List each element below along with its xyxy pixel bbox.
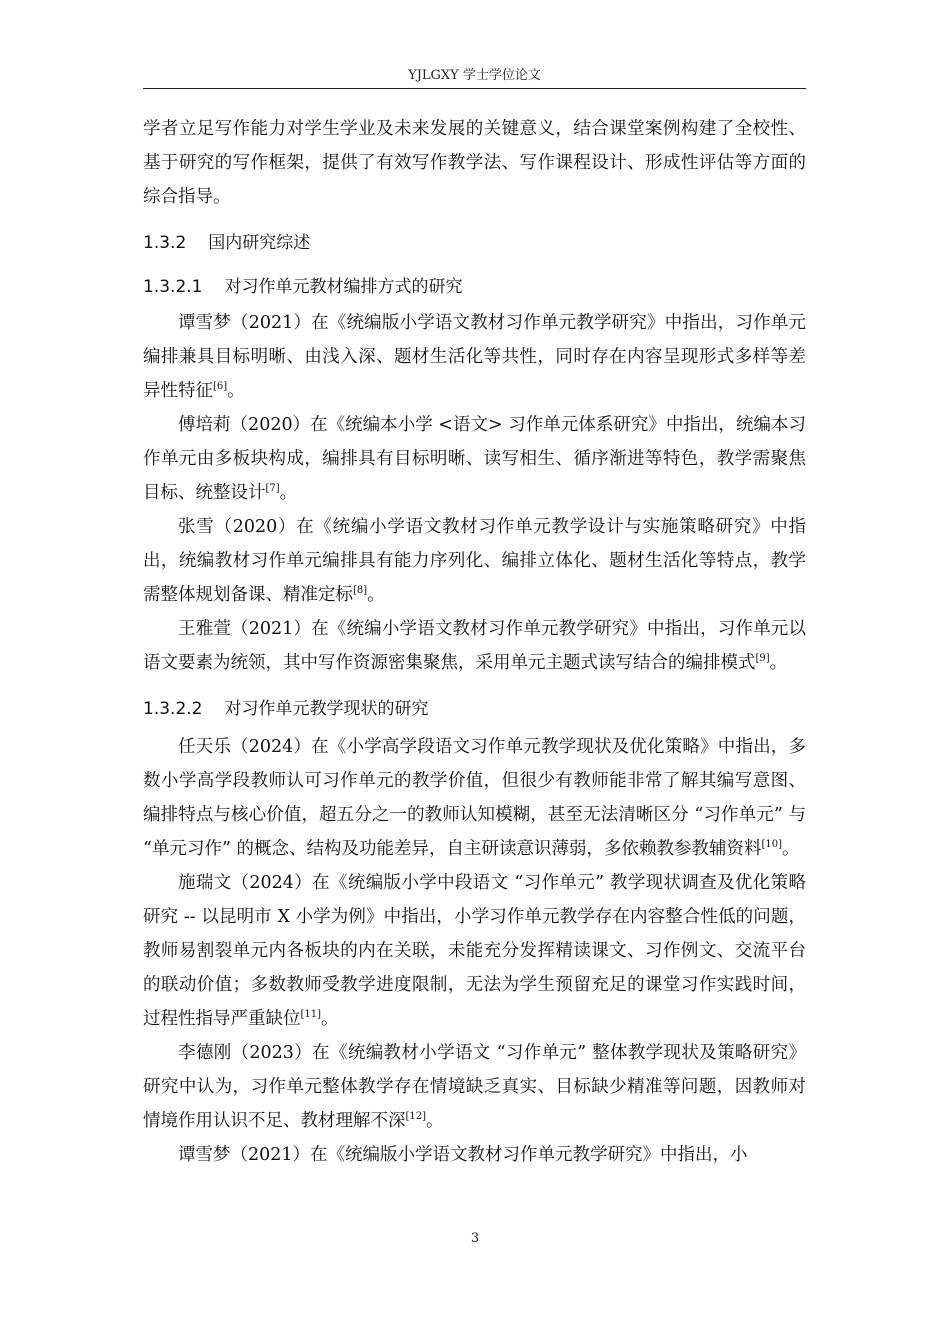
section-heading — [143, 226, 806, 260]
subsection-1-3-2-2-heading-block — [143, 692, 806, 726]
paragraph-text: 任天乐（2024）在《小学高学段语文习作单元教学现状及优化策略》中指出，多数小学高学段教师认可习作单元的教学价值，但很少有教师能非常了解其编写意图、编排特点与核心价值，超五分之一的教师认知模糊，甚至无法清晰区分 “习作单元” 与 “单元习作” 的概念、结构及功能差异，自主研读意识薄弱，多依赖教参教辅资料 — [143, 737, 806, 859]
subsection-1-3-2-2-paragraphs — [143, 730, 806, 1172]
subsection-heading — [143, 692, 806, 726]
citation-ref: [12] — [405, 1111, 427, 1123]
paragraph-text: 谭雪梦（2021）在《统编版小学语文教材习作单元教学研究》中指出，小 — [178, 1145, 748, 1165]
paragraph-end: 。 — [367, 585, 385, 605]
subsection-title: 对习作单元教学现状的研究 — [224, 699, 429, 719]
paragraph — [143, 612, 806, 680]
paragraph — [143, 408, 806, 510]
paragraph — [143, 306, 806, 408]
citation-ref: [9] — [755, 653, 770, 665]
paragraph-text: 张雪（2020）在《统编小学语文教材习作单元教学设计与实施策略研究》中指出，统编教材习作单元编排具有能力序列化、编排立体化、题材生活化等特点，教学需整体规划备课、精准定标 — [143, 517, 806, 605]
subsection-1-3-2-1-paragraphs — [143, 306, 806, 680]
paragraph-end: 。 — [426, 1111, 444, 1131]
subsection-heading — [143, 270, 806, 304]
subsection-number: 1.3.2.1 — [143, 277, 203, 297]
paragraph-text: 施瑞文（2024）在《统编版小学中段语文 “习作单元” 教学现状调查及优化策略研究 -- 以昆明市 X 小学为例》中指出，小学习作单元教学存在内容整合性低的问题，教师易割裂单元内各板块的内在关联，未能充分发挥精读课文、习作例文、交流平台的联动价值；多数教师受教学进度限制，无法为学生预留充足的课堂习作实践时间，过程性指导严重缺位 — [143, 873, 806, 1029]
citation-ref: [6] — [213, 381, 228, 393]
paragraph — [143, 866, 806, 1036]
header-divider — [143, 88, 806, 89]
section-number: 1.3.2 — [143, 233, 187, 253]
intro-paragraph: 学者立足写作能力对学生学业及未来发展的关键意义，结合课堂案例构建了全校性、基于研究的写作框架，提供了有效写作教学法、写作课程设计、形成性评估等方面的综合指导。 — [143, 119, 806, 207]
subsection-1-3-2-1-heading-block — [143, 270, 806, 304]
paragraph — [143, 1036, 806, 1138]
paragraph-end: 。 — [782, 839, 800, 859]
section-1-3-2-heading-block — [143, 226, 806, 260]
citation-ref: [7] — [265, 483, 280, 495]
page-body — [143, 112, 806, 1172]
subsection-title: 对习作单元教材编排方式的研究 — [224, 277, 463, 297]
running-header: YJLGXY 学士学位论文 — [408, 68, 541, 83]
page-number: 3 — [470, 1231, 480, 1246]
paragraph-end: 。 — [227, 381, 245, 401]
citation-ref: [10] — [761, 839, 782, 851]
paragraph-text: 李德刚（2023）在《统编教材小学语文 “习作单元” 整体教学现状及策略研究》研究中认为，习作单元整体教学存在情境缺乏真实、目标缺少精准等问题，因教师对情境作用认识不足、教材理解不深 — [143, 1043, 806, 1131]
paragraph-text: 傅培莉（2020）在《统编本小学 <语文> 习作单元体系研究》中指出，统编本习作单元由多板块构成，编排具有目标明晰、读写相生、循序渐进等特色，教学需聚焦目标、统整设计 — [143, 415, 806, 503]
paragraph-end: 。 — [279, 483, 298, 503]
paragraph-end: 。 — [321, 1009, 339, 1029]
section-title: 国内研究综述 — [208, 233, 311, 253]
paragraph-text: 谭雪梦（2021）在《统编版小学语文教材习作单元教学研究》中指出，习作单元编排兼具目标明晰、由浅入深、题材生活化等共性，同时存在内容呈现形式多样等差异性特征 — [143, 313, 806, 401]
paragraph-end: 。 — [769, 653, 788, 673]
paragraph — [143, 730, 806, 866]
paragraph — [143, 510, 806, 612]
paragraph — [143, 1138, 806, 1172]
subsection-number: 1.3.2.2 — [143, 699, 203, 719]
citation-ref: [11] — [300, 1009, 322, 1021]
citation-ref: [8] — [353, 585, 368, 597]
paragraph-text: 王雅萱（2021）在《统编小学语文教材习作单元教学研究》中指出，习作单元以语文要素为统领，其中写作资源密集聚焦，采用单元主题式读写结合的编排模式 — [143, 619, 806, 673]
